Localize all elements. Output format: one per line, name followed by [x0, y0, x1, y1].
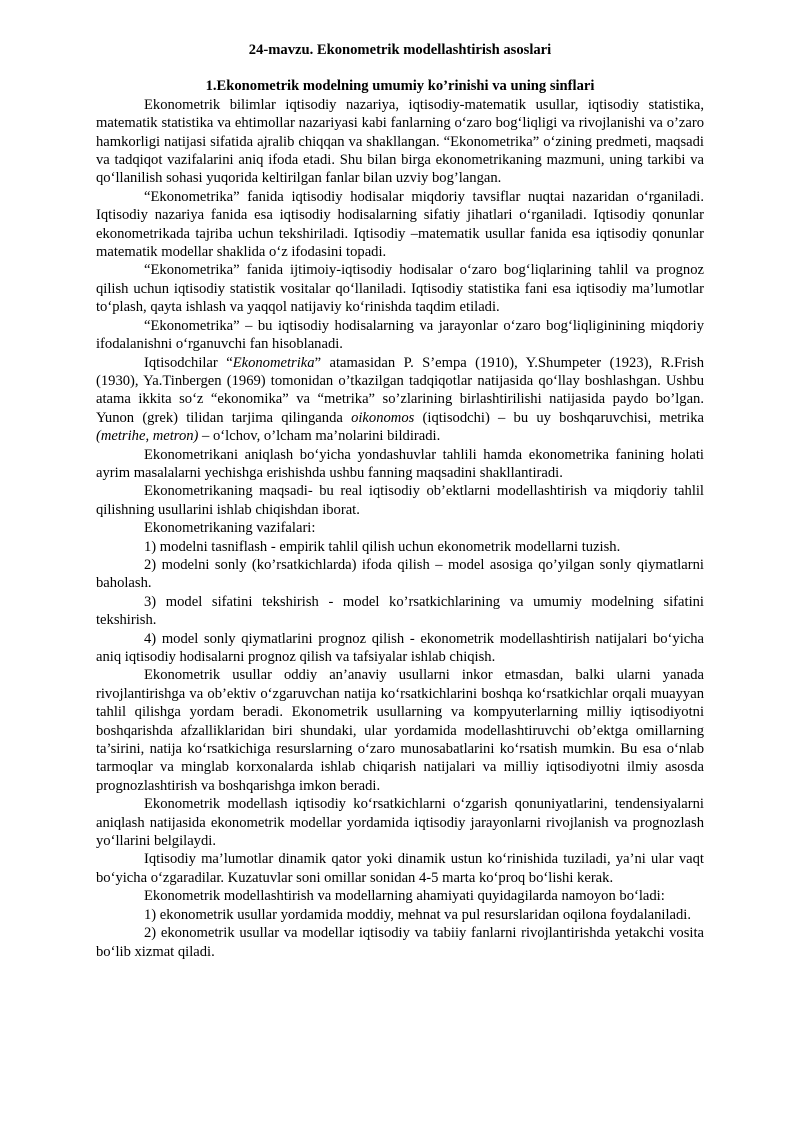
paragraph-14: Ekonometrik modellash iqtisodiy ko‘rsatkichlarni o‘zgarish qonuniyatlarini, tendensiyalarni aniqlash natijasida ekonometrik modellar yordamida iqtisodiy jarayonlarni rivojlanish va prognozlash yo‘llarini belgilaydi.	[96, 796, 704, 850]
paragraph-5-term-oikonomos: oikonomos	[351, 409, 415, 426]
paragraph-5-part-g: – o‘lchov, o’lcham ma’nolarini bildiradi.	[198, 428, 441, 445]
paragraph-1: Ekonometrik bilimlar iqtisodiy nazariya, iqtisodiy-matematik usullar, iqtisodiy statistika, matematik statistika va ehtimollar nazariyasi kabi fanlarning o‘zaro bog‘liqligi va rivojlanishi va o’zaro hamkorligi natijasi sifatida ajralib chiqqan va shakllangan. “Ekonometrika” o‘zining predmeti, maqsadi va tadqiqot vazifalarini aniq ifoda etadi. Shu bilan birga ekonometrikaning mazmuni, uning tarkibi va qo‘llanilish sohasi yuqorida keltirilgan fanlar bilan uzviy bog’langan.	[96, 96, 704, 187]
paragraph-5-part-c: ” atamasidan P. S’empa (1910), Y.Shumpeter (1923), R.Frish (1930), Ya.Tinbergen (1969) tomonidan o’tkazilgan tadqiqotlar natijasida qo‘llay boshlashgan. Ushbu atama ikkita so‘z “ekonomika” va “metrika” so’zlarining birlashtirilishi natijasida paydo bo’lgan. Yunon (grek) tilidan tarjima qilinganda	[96, 354, 704, 426]
paragraph-16: Ekonometrik modellashtirish va modellarning ahamiyati quyidagilarda namoyon bo‘ladi:	[144, 888, 665, 905]
paragraph-5-part-a: Iqtisodchilar “	[144, 354, 233, 371]
paragraph-2: “Ekonometrika” fanida iqtisodiy hodisalar miqdoriy tavsiflar nuqtai nazaridan o‘rganiladi. Iqtisodiy nazariya fanida esa iqtisodiy hodisalarning sifatiy jihatlari o‘rganiladi. Iqtisodiy qonunlar ekonometrikada tajriba uchun tekshiriladi. Iqtisodiy –matematik usullar fanida esa iqtisodiy qonunlar matematik modellar shaklida o‘z ifodasini topadi.	[96, 188, 704, 261]
importance-item-1: 1) ekonometrik usullar yordamida moddiy, mehnat va pul resurslaridan oqilona foydalaniladi.	[144, 906, 691, 923]
list-item-4: 4) model sonly qiymatlarini prognoz qilish - ekonometrik modellashtirish natijalari bo‘yicha aniq iqtisodiy hodisalarni prognoz qilish va tafsiyalar ishlab chiqish.	[96, 630, 704, 665]
paragraph-4: “Ekonometrika” – bu iqtisodiy hodisalarning va jarayonlar o‘zaro bog‘liqliginining miqdoriy ifodalanishni o‘rganuvchi fan hisoblanadi.	[96, 317, 704, 353]
paragraph-5-part-e: (iqtisodchi) – bu uy boshqaruvchisi, metrika	[414, 409, 704, 426]
page-title: 24-mavzu. Ekonometrik modellashtirish asoslari	[248, 42, 552, 58]
paragraph-13: Ekonometrik usullar oddiy an’anaviy usullarni inkor etmasdan, balki ularni yanada rivojlantirishga va ob’ektiv o‘zgaruvchan natija ko‘rsatkichlarini boshqa ko‘rsatkichlar orqali muayyan tahlil qilishga yordam beradi. Ekonometrik usullarning va kompyuterlarning milliy iqtisodiyotni boshqarishda afzalliklaridan biri shundaki, ular yordamida modellashtiruvchi ob’ektga omillarning ta’sirini, natija ko‘rsatkichiga resurslarning o‘zaro munosabatlarini ko‘rsatish mumkin. Bu esa o‘nlab tarmoqlar va minglab korxonalarda ishlab chiqarish natijalari va milliy iqtisodiyotni ilmiy asosda prognozlashtirish va boshqarishga imkon beradi.	[96, 667, 704, 794]
paragraph-8: Ekonometrikaning vazifalari:	[144, 520, 316, 537]
paragraph-5	[96, 354, 704, 446]
list-item-3: 3) model sifatini tekshirish - model ko’rsatkichlarining va umumiy modelning sifatini tekshirish.	[96, 593, 704, 629]
importance-item-2: 2) ekonometrik usullar va modellar iqtisodiy va tabiiy fanlarni rivojlantirishda yetakchi vosita bo‘lib xizmat qiladi.	[96, 925, 704, 960]
paragraph-15: Iqtisodiy ma’lumotlar dinamik qator yoki dinamik ustun ko‘rinishida tuziladi, ya’ni ular vaqt bo‘yicha o‘zgaradilar. Kuzatuvlar soni omillar sonidan 4-5 marta ko‘proq bo‘lishi kerak.	[96, 851, 704, 886]
list-item-2: 2) modelni sonly (ko’rsatkichlarda) ifoda qilish – model asosiga qo’yilgan sonly qiymatlarni baholash.	[96, 556, 704, 592]
paragraph-6: Ekonometrikani aniqlash bo‘yicha yondashuvlar tahlili hamda ekonometrika fanining holati ayrim masalalarni yechishga erishishda ushbu fanning maqsadini shakllantiradi.	[96, 446, 704, 481]
section-heading: 1.Ekonometrik modelning umumiy ko’rinishi va uning sinflari	[205, 78, 595, 95]
paragraph-5-term-metrihe: (metrihe, metron)	[96, 428, 199, 445]
list-item-1: 1) modelni tasniflash - empirik tahlil qilish uchun ekonometrik modellarni tuzish.	[144, 538, 621, 555]
paragraph-7: Ekonometrikaning maqsadi- bu real iqtisodiy ob’ektlarni modellashtirish va miqdoriy tahlil qilishning usullarini ishlab chiqishdan iborat.	[96, 483, 704, 518]
paragraph-3: “Ekonometrika” fanida ijtimoiy-iqtisodiy hodisalar o‘zaro bog‘liqlarining tahlil va prognoz qilish uchun iqtisodiy statistik vositalar qo‘llaniladi. Iqtisodiy statistika fani esa iqtisodiy ma’lumotlar to‘plash, qayta ishlash va yaqqol natijaviy ko‘rinishda taqdim etiladi.	[96, 262, 704, 316]
paragraph-5-term-ekonometrika: Ekonometrika	[232, 354, 315, 371]
